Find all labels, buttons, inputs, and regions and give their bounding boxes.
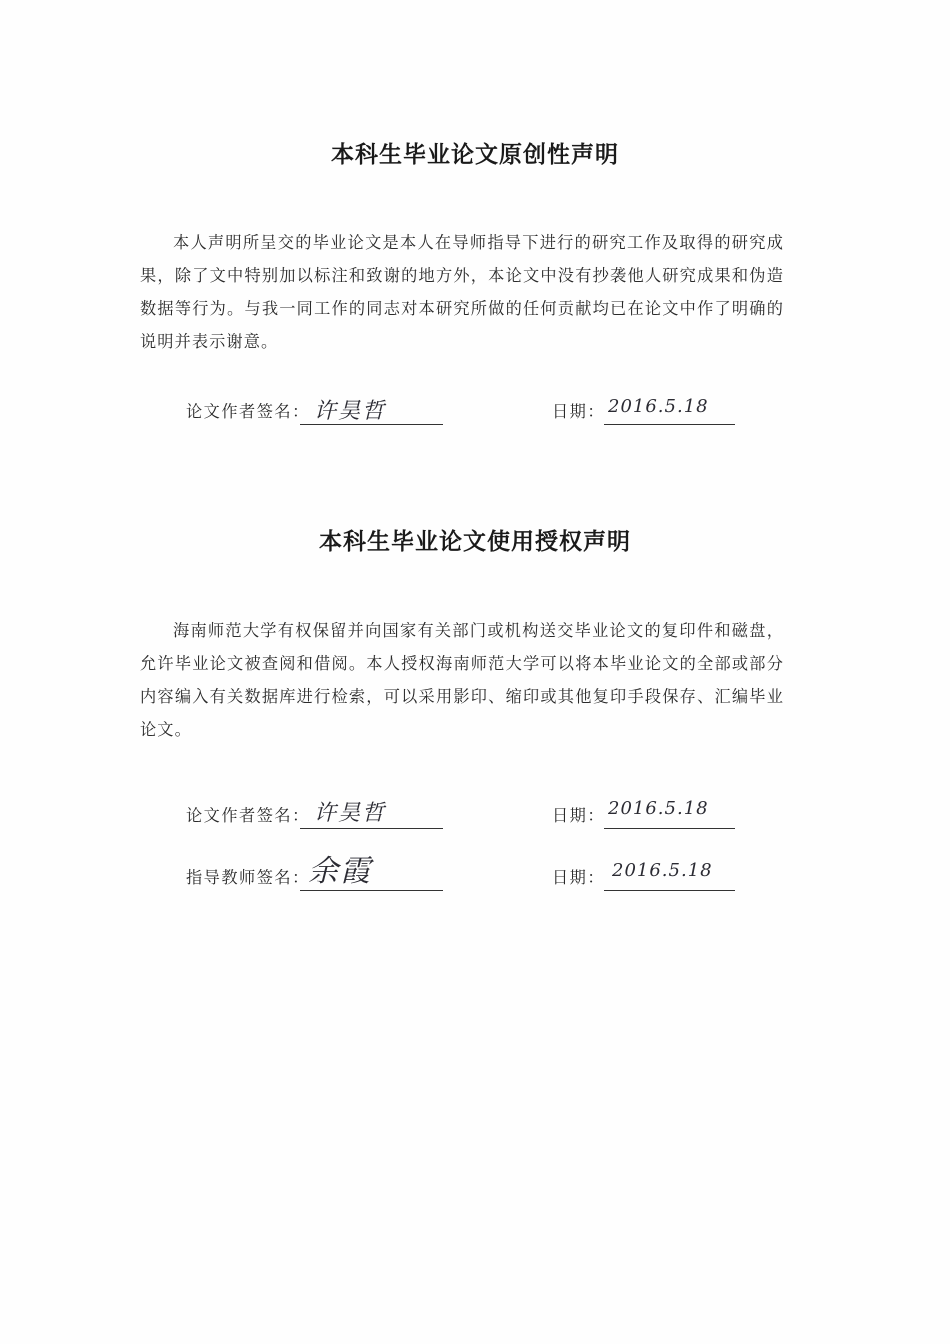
date-line (604, 424, 735, 425)
date-line (604, 828, 735, 829)
author-signature-label: 论文作者签名： (186, 806, 310, 825)
author-signature: 许昊哲 (314, 399, 387, 424)
originality-declaration-title: 本科生毕业论文原创性声明 (331, 142, 619, 168)
date-line (604, 890, 735, 891)
date-label: 日期： (552, 868, 606, 887)
date-value: 2016.5.18 (612, 860, 713, 881)
date-row-3 (552, 860, 742, 894)
date-value: 2016.5.18 (608, 396, 709, 417)
originality-declaration-body: 本人声明所呈交的毕业论文是本人在导师指导下进行的研究工作及取得的研究成果，除了文中特别加以标注和致谢的地方外，本论文中没有抄袭他人研究成果和伪造数据等行为。与我一同工作的同志对本研究所做的任何贡献均已在论文中作了明确的说明并表示谢意。 (140, 233, 784, 351)
author-signature-row-1 (186, 398, 446, 428)
date-row-1 (552, 398, 742, 428)
author-signature: 许昊哲 (314, 801, 387, 826)
advisor-signature-row (186, 854, 446, 894)
date-label: 日期： (552, 806, 606, 825)
author-signature-label: 论文作者签名： (186, 402, 310, 421)
authorization-declaration-title: 本科生毕业论文使用授权声明 (319, 529, 631, 555)
signature-line (300, 828, 443, 829)
authorization-declaration-body: 海南师范大学有权保留并向国家有关部门或机构送交毕业论文的复印件和磁盘，允许毕业论文被查阅和借阅。本人授权海南师范大学可以将本毕业论文的全部或部分内容编入有关数据库进行检索，可以采用影印、缩印或其他复印手段保存、汇编毕业论文。 (140, 621, 784, 739)
signature-line (300, 890, 443, 891)
advisor-signature-label: 指导教师签名： (186, 868, 310, 887)
author-signature-row-2 (186, 802, 446, 832)
date-row-2 (552, 798, 742, 832)
date-label: 日期： (552, 402, 606, 421)
advisor-signature: 余霞 (308, 854, 372, 889)
date-value: 2016.5.18 (608, 798, 709, 819)
